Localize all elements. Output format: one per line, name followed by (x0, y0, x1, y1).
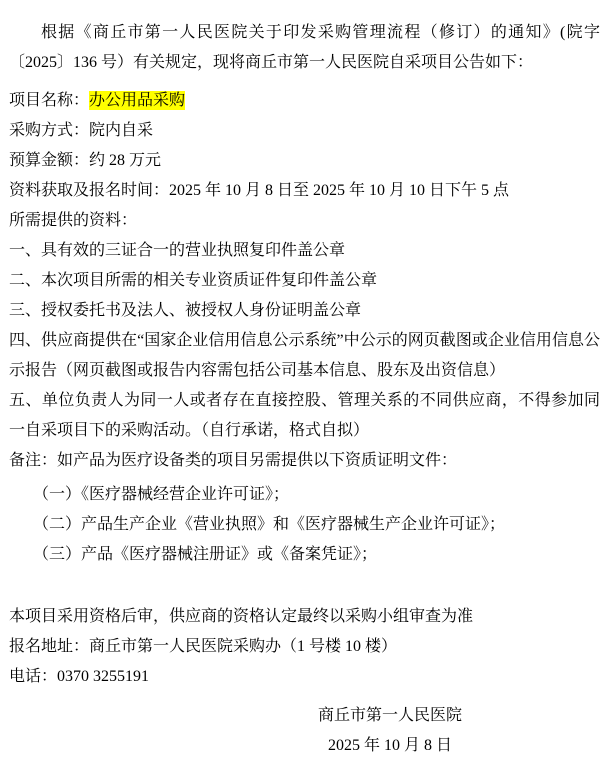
field-project-name (9, 86, 600, 116)
signature-block (318, 701, 462, 761)
field-procurement-method-value: 院内自采 (89, 122, 154, 139)
field-project-name-label: 项目名称： (9, 92, 90, 109)
material-item-1: 一、具有效的三证合一的营业执照复印件盖公章 (9, 242, 346, 259)
phone-line: 电话：0370 3255191 (9, 668, 150, 685)
signature-org: 商丘市第一人民医院 (317, 707, 462, 724)
field-project-name-value: 办公用品采购 (89, 92, 186, 109)
material-item-2: 二、本次项目所需的相关专业资质证件复印件盖公章 (9, 272, 378, 289)
materials-list (9, 236, 600, 446)
field-procurement-method (9, 116, 600, 146)
remark-item-1: （一）《医疗器械经营企业许可证》； (33, 486, 290, 503)
field-registration-time (9, 176, 600, 206)
remark-item-3: （三）产品《医疗器械注册证》或《备案凭证》； (33, 546, 378, 563)
section-gap (9, 570, 600, 602)
material-item-4: 四、供应商提供在“国家企业信用信息公示系统”中公示的网页截图或企业信用信息公示报告（网页截图或报告内容需包括公司基本信息、股东及出资信息） (9, 332, 600, 379)
field-registration-time-label: 资料获取及报名时间： (9, 182, 170, 199)
remark-items-list (9, 480, 600, 570)
field-budget-value: 约 28 万元 (89, 152, 162, 169)
material-item-3: 三、授权委托书及法人、被授权人身份证明盖公章 (9, 302, 362, 319)
review-note: 本项目采用资格后审，供应商的资格认定最终以采购小组审查为准 (9, 608, 474, 625)
project-fields (9, 86, 600, 206)
field-procurement-method-label: 采购方式： (9, 122, 90, 139)
intro-paragraph: 根据《商丘市第一人民医院关于印发采购管理流程（修订）的通知》(院字〔2025〕136 号）有关规定，现将商丘市第一人民医院自采项目公告如下： (9, 24, 600, 71)
materials-heading: 所需提供的资料： (9, 212, 138, 229)
field-budget (9, 146, 600, 176)
field-registration-time-value: 2025 年 10 月 8 日至 2025 年 10 月 10 日下午 5 点 (169, 182, 510, 199)
field-budget-label: 预算金额： (9, 152, 90, 169)
remark-item-2: （二）产品生产企业《营业执照》和《医疗器械生产企业许可证》； (33, 516, 506, 533)
signature-date: 2025 年 10 月 8 日 (327, 737, 452, 754)
address-line: 报名地址：商丘市第一人民医院采购办（1 号楼 10 楼） (9, 638, 398, 655)
remark-heading: 备注：如产品为医疗设备类的项目另需提供以下资质证明文件： (9, 452, 458, 469)
material-item-5: 五、单位负责人为同一人或者存在直接控股、管理关系的不同供应商，不得参加同一自采项目下的采购活动。（自行承诺，格式自拟） (9, 392, 600, 439)
